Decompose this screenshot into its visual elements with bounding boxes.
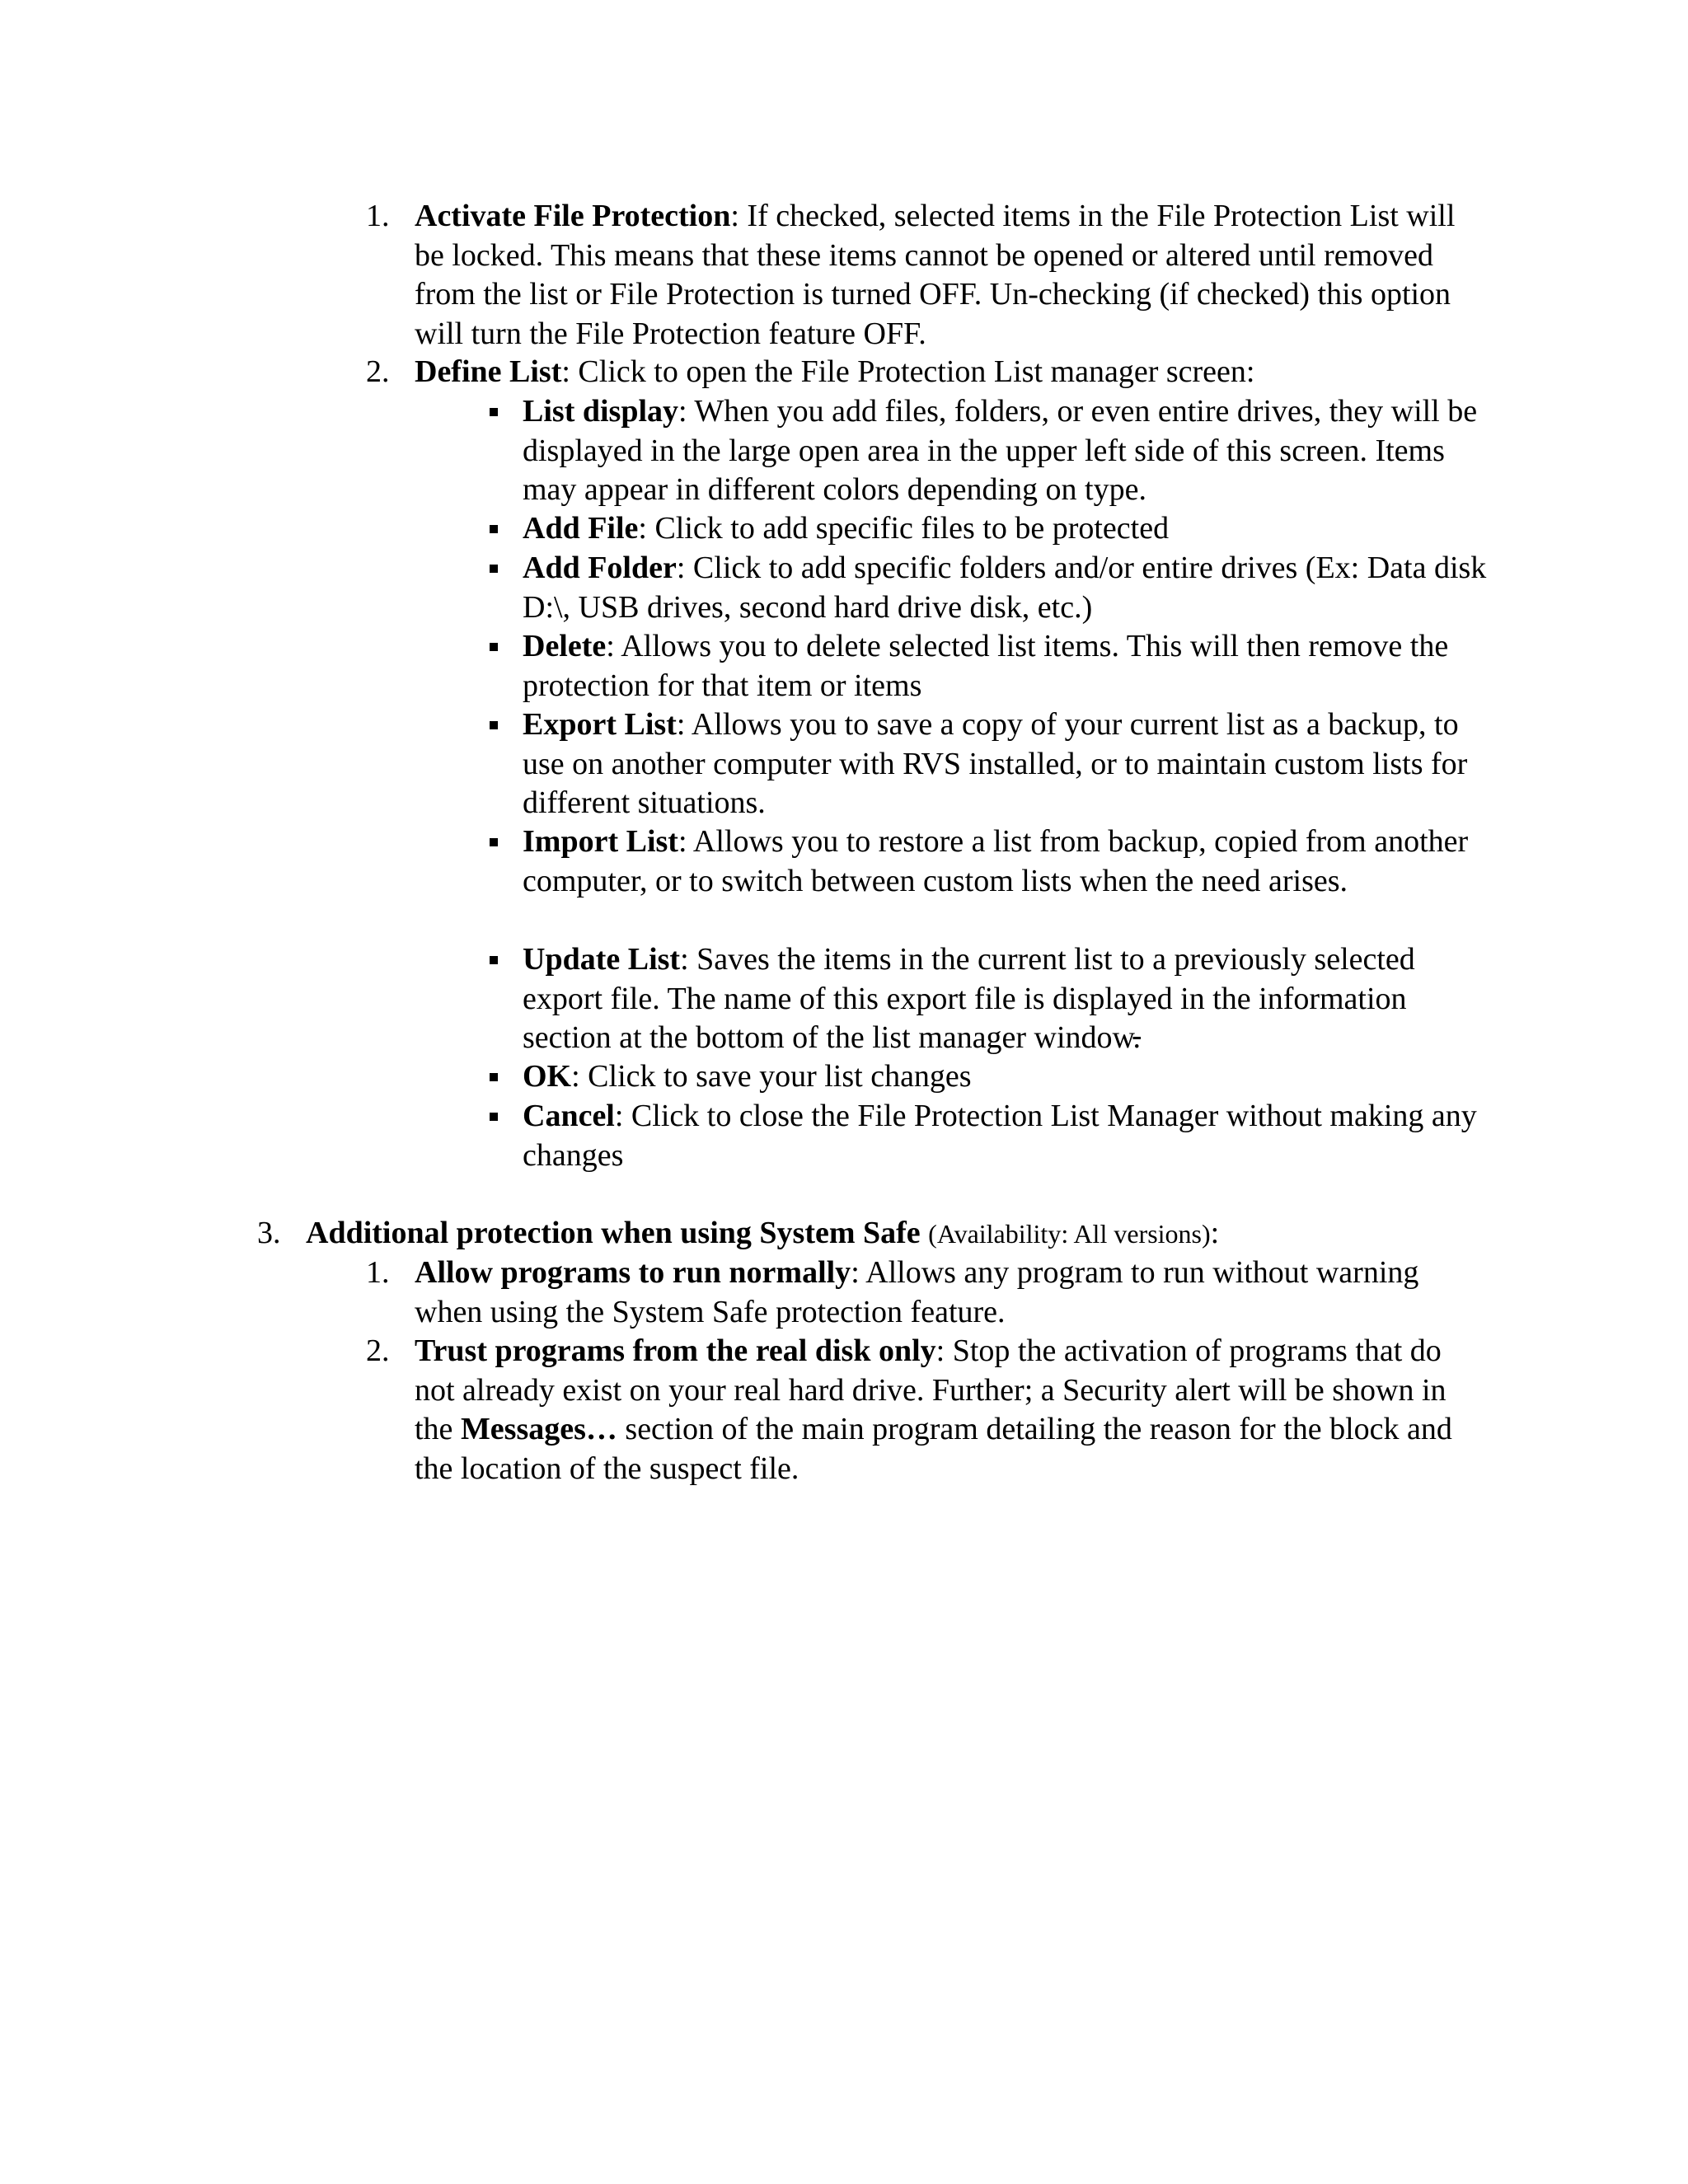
bullet-square-icon <box>490 721 498 729</box>
bullet-term: List display <box>523 394 679 429</box>
bullet-square-icon <box>490 565 498 573</box>
bullet-term: Add Folder <box>523 551 677 585</box>
bullet-text: : Allows you to restore a list from backup, copied from another computer, or to switch between custom lists when the need arises. <box>523 824 1469 898</box>
item-term: Activate File Protection <box>415 199 731 233</box>
bullet-text: : Click to add specific folders and/or entire drives (Ex: Data disk D:\, USB drives, second hard drive disk, etc.) <box>523 551 1487 625</box>
item-number: 2. <box>366 354 390 389</box>
bullet-square-icon <box>490 838 498 846</box>
item-term: Trust programs from the real disk only <box>415 1333 936 1368</box>
bullet-trail: . <box>1132 1020 1141 1055</box>
item-term: Allow programs to run normally <box>415 1255 851 1290</box>
item-text: : Allows any program to run without warning when using the System Safe protection feature. <box>415 1255 1419 1329</box>
bullet-text: : Allows you to save a copy of your current list as a backup, to use on another computer with RVS installed, or to maintain custom lists for different situations. <box>523 707 1468 820</box>
bullet-term: Update List <box>523 942 681 977</box>
item-number: 1. <box>366 199 390 233</box>
bullet-text: : Click to add specific files to be protected <box>638 511 1170 546</box>
bullet-square-icon <box>490 643 498 651</box>
item-term: Define List <box>415 354 562 389</box>
item-colon: : <box>1210 1216 1220 1250</box>
item-text: : If checked, selected items in the File Protection List will be locked. This means that these items cannot be opened or altered until removed from the list or File Protection is turned OFF. Un-checking (if checked) this option will turn the File Protection feature OFF. <box>415 199 1456 351</box>
bullet-square-icon <box>490 956 498 964</box>
bullet-term: Add File <box>523 511 639 546</box>
bullet-text: : When you add files, folders, or even entire drives, they will be displayed in the large open area in the upper left side of this screen. Items may appear in different colors depending on type. <box>523 394 1478 507</box>
bullet-term: Export List <box>523 707 677 742</box>
item-text: : Click to open the File Protection List manager screen: <box>561 354 1255 389</box>
availability-note: (Availability: All versions) <box>928 1219 1211 1249</box>
bullet-term: Import List <box>523 824 678 859</box>
bullet-term: Delete <box>523 629 607 663</box>
bullet-text: : Allows you to delete selected list items. This will then remove the protection for that item or items <box>523 629 1449 703</box>
item-text: : Stop the activation of programs that do not already exist on your real hard drive. Further; a Security alert will be shown in the <box>415 1333 1447 1446</box>
bullet-square-icon <box>490 525 498 533</box>
bullet-term: Cancel <box>523 1099 615 1133</box>
bullet-text: : Click to close the File Protection List Manager without making any changes <box>523 1099 1477 1173</box>
item-text-cont: section of the main program detailing the reason for the block and the location of the suspect file. <box>415 1412 1452 1486</box>
item-number: 1. <box>366 1255 390 1290</box>
messages-term: Messages… <box>460 1412 617 1446</box>
bullet-square-icon <box>490 408 498 416</box>
bullet-text: : Click to save your list changes <box>571 1059 972 1094</box>
bullet-square-icon <box>490 1113 498 1121</box>
bullet-square-icon <box>490 1073 498 1081</box>
item-number: 3. <box>257 1216 281 1250</box>
bullet-text: : Saves the items in the current list to a previously selected export file. The name of this export file is displayed in the information section at the bottom of the list manager window <box>523 942 1415 1055</box>
item-term: Additional protection when using System Safe <box>306 1216 921 1250</box>
bullet-term: OK <box>523 1059 572 1094</box>
item-number: 2. <box>366 1333 390 1368</box>
